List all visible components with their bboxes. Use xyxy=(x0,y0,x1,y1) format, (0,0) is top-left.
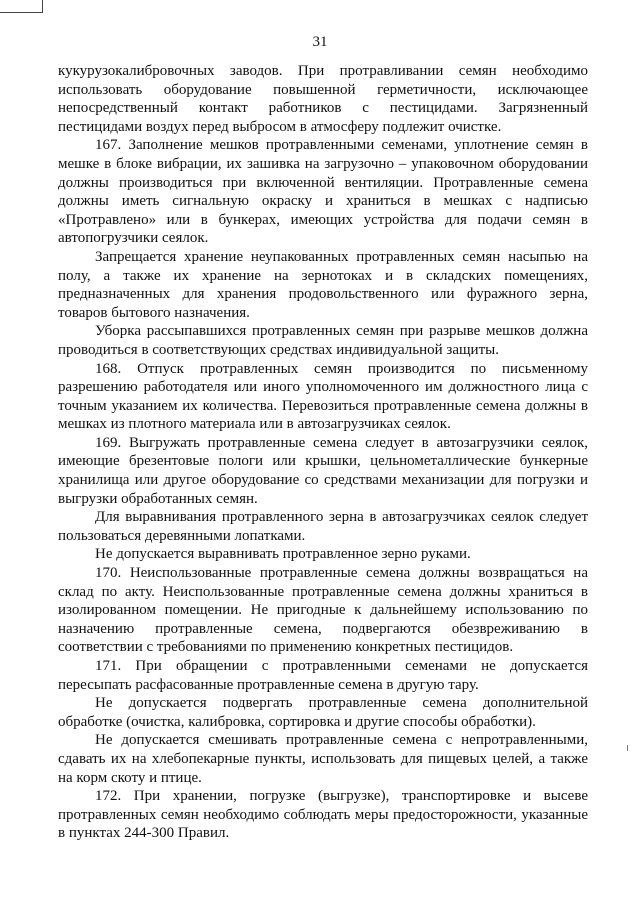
paragraph-169: 169. Выгружать протравленные семена следует в автозагрузчики сеялок, имеющие брезентовые пологи или крышки, цельнометаллические бункерные хранилища или другое оборудование со средствами механизации для погрузки и выгрузки обработанных семян. xyxy=(58,434,588,507)
paragraph-storage-ban: Запрещается хранение неупакованных протравленных семян насыпью на полу, а также их хранение на зернотоках и в складских помещениях, предназначенных для хранения продовольственного или фуражного зерна, товаров бытового назначения. xyxy=(58,248,588,321)
paragraph-171: 171. При обращении с протравленными семенами не допускается пересыпать расфасованные протравленные семена в другую тару. xyxy=(58,658,588,693)
paragraph-no-mixing: Не допускается смешивать протравленные семена с непротравленными, сдавать их на хлебопекарные пункты, использовать для пищевых целей, а также на корм скоту и птице. xyxy=(58,732,588,786)
scan-corner-mark xyxy=(0,0,43,13)
paragraph-no-extra-processing: Не допускается подвергать протравленные семена дополнительной обработке (очистка, калибровка, сортировка и другие способы обработки). xyxy=(58,695,588,730)
paragraph-168: 168. Отпуск протравленных семян производится по письменному разрешению работодателя или иного уполномоченного им должностного лица с точным указанием их количества. Перевозиться протравленные семена должны в мешках из плотного материала или в автозагрузчиках сеялок. xyxy=(58,360,588,433)
scan-margin-mark xyxy=(627,745,628,751)
paragraph-spill-cleanup: Уборка рассыпавшихся протравленных семян при разрыве мешков должна проводиться в соответствующих средствах индивидуальной защиты. xyxy=(58,323,588,358)
paragraph-no-hands: Не допускается выравнивать протравленное зерно руками. xyxy=(95,546,471,563)
page-number: 31 xyxy=(312,34,328,50)
document-body xyxy=(58,62,588,843)
paragraph-leveling-tools: Для выравнивания протравленного зерна в автозагрузчиках сеялок следует пользоваться деревянными лопатками. xyxy=(58,509,588,544)
paragraph-continuation: кукурузокалибровочных заводов. При протравливании семян необходимо использовать оборудование повышенной герметичности, исключающее непосредственный контакт работников с пестицидами. Загрязненный пестицидами воздух перед выбросом в атмосферу подлежит очистке. xyxy=(58,63,588,135)
paragraph-172: 172. При хранении, погрузке (выгрузке), транспортировке и высеве протравленных семян необходимо соблюдать меры предосторожности, указанные в пунктах 244-300 Правил. xyxy=(58,788,588,842)
paragraph-167: 167. Заполнение мешков протравленными семенами, уплотнение семян в мешке в блоке вибрации, их зашивка на загрузочно – упаковочном оборудовании должны производиться при включенной вентиляции. Протравленные семена должны иметь сигнальную окраску и храниться в мешках с надписью «Протравлено» или в бункерах, имеющих устройства для подачи семян в автопогрузчики сеялок. xyxy=(58,137,588,247)
paragraph-170: 170. Неиспользованные протравленные семена должны возвращаться на склад по акту. Неиспользованные протравленные семена должны храниться в изолированном помещении. Не пригодные к дальнейшему использованию по назначению протравленные семена, подвергаются обезвреживанию в соответствии с требованиями по применению конкретных пестицидов. xyxy=(58,565,588,656)
